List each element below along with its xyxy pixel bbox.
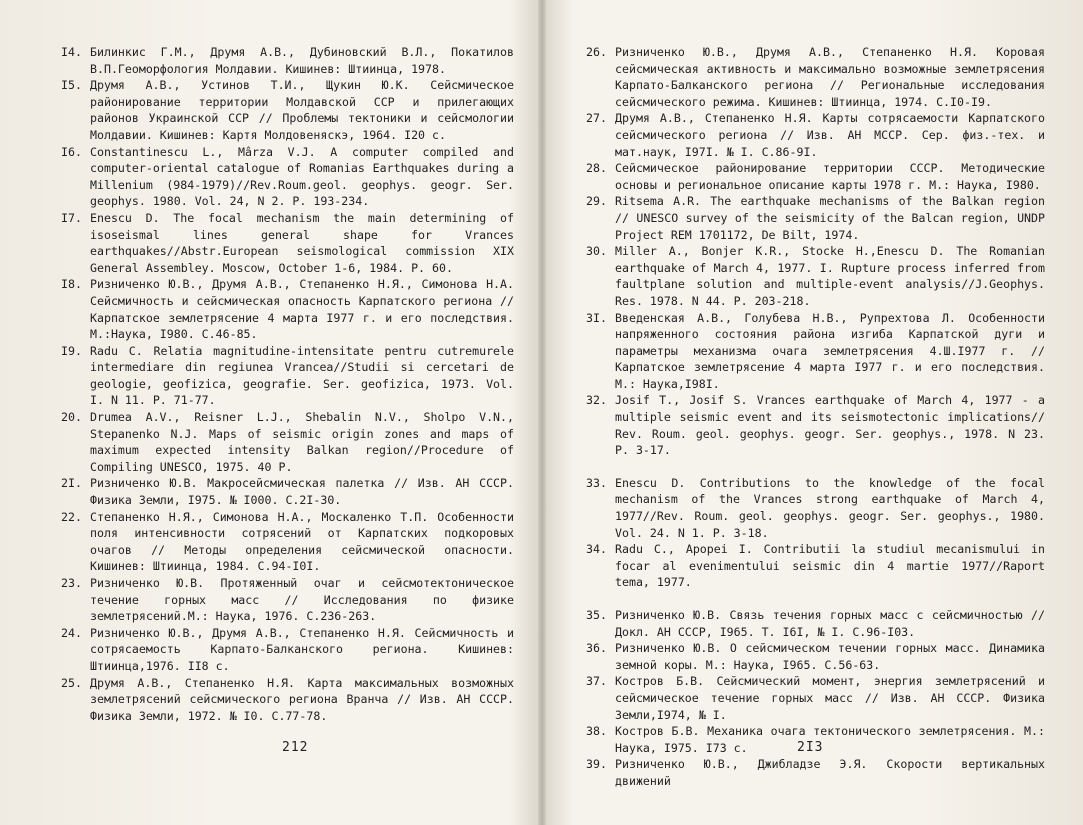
reference-text: Ризниченко Ю.В. Связь течения горных масс с сейсмичностью // Докл. АН СССР, I965. Т. I6I, № I. С.96-I03. bbox=[615, 608, 1045, 639]
reference-entry bbox=[52, 675, 514, 725]
reference-entry bbox=[52, 77, 514, 143]
reference-text: Ризниченко Ю.В., Друмя А.В., Степаненко Н.Я. Сейсмичность и сотрясаемость Карпато-Балканского региона. Кишинев: Штиинца,1976. II8 с. bbox=[90, 625, 514, 673]
reference-text: Ризниченко Ю.В. Протяженный очаг и сейсмотектоническое течение горных масс // Исследования по физике землетрясений.М.: Наука, 1976. С.236-263. bbox=[90, 576, 514, 624]
reference-number: I4. bbox=[61, 45, 82, 59]
reference-entry bbox=[577, 756, 1045, 789]
reference-number: 28. bbox=[586, 161, 607, 176]
reference-text: Josif T., Josif S. Vrances earthquake of March 4, 1977 - a multiple seismic event and its seismotectonic implications// Rev. Roum. geol. geophys. geogr. Ser. geophys., 1978. N 23. P. 3-17. bbox=[615, 393, 1045, 458]
reference-entry bbox=[577, 607, 1045, 640]
reference-number: 26. bbox=[586, 45, 607, 59]
reference-text: Степаненко Н.Я., Симонова Н.А., Москаленко Т.П. Особенности поля интенсивности сотрясений от Карпатских подкоровых очагов // Методы определения сейсмической опасности. Кишинев: Штиинца, 1984. С.94-I0I. bbox=[90, 509, 514, 574]
left-reference-list bbox=[52, 44, 514, 724]
reference-entry bbox=[577, 310, 1045, 393]
reference-text: Ризниченко Ю.В. Макросейсмическая палетка // Изв. АН СССР. Физика Земли, I975. № I000. С.2I-30. bbox=[90, 476, 514, 508]
reference-text: Constantinescu L., Mârza V.J. A computer compiled and computer-oriental catalogue of Romanias Earthquakes during a Millenium (984-1979)//Rev.Roum.geol. geophys. geogr. Ser. geophys. 1980. Vol. 24, N 2. P. 193-234. bbox=[90, 144, 514, 209]
left-page bbox=[0, 0, 540, 825]
reference-entry bbox=[52, 409, 514, 475]
reference-number: 29. bbox=[586, 194, 607, 209]
reference-text: Radu C., Apopei I. Contributii la studiul mecanismului in focar al evenimentului seismic din 4 martie 1977//Raport tema, 1977. bbox=[615, 542, 1045, 590]
reference-text: Ризниченко Ю.В., Джибладзе Э.Я. Скорости вертикальных движений bbox=[615, 757, 1045, 788]
reference-number: I7. bbox=[61, 210, 82, 225]
reference-entry bbox=[52, 343, 514, 409]
reference-entry bbox=[577, 541, 1045, 591]
reference-text: Костров Б.В. Сейсмический момент, энергия землетрясений и сейсмическое течение горных масс // Изв. АН СССР. Физика Земли,I974, № I. bbox=[615, 674, 1045, 722]
reference-text: Друмя А.В., Степаненко Н.Я. Карта максимальных возможных землетрясений сейсмического региона Вранча // Изв. АН СССР. Физика Земли, 1972. № I0. С.77-78. bbox=[90, 675, 514, 723]
reference-entry bbox=[577, 44, 1045, 110]
reference-entry bbox=[52, 144, 514, 210]
reference-number: 38. bbox=[586, 724, 607, 739]
reference-entry bbox=[52, 475, 514, 508]
reference-text: Введенская А.В., Голубева Н.В., Рупрехтова Л. Особенности напряженного состояния района изгиба Карпатской дуги и параметры механизма очага землетрясения 4.Ш.I977 г. // Карпатское землетрясение 4 марта I977 г. и его последствия. М.: Наука,I98I. bbox=[615, 310, 1045, 391]
reference-number: 33. bbox=[586, 475, 607, 490]
reference-entry bbox=[577, 640, 1045, 673]
reference-entry bbox=[577, 243, 1045, 309]
reference-text: Ritsema A.R. The earthquake mechanisms of the Balkan region // UNESCO survey of the seismicity of the Balcan region, UNDP Project REM 1701172, De Bilt, 1974. bbox=[615, 194, 1045, 242]
reference-number: 35. bbox=[586, 608, 607, 622]
reference-entry bbox=[52, 575, 514, 625]
reference-text: Drumea A.V., Reisner L.J., Shebalin N.V., Sholpo V.N., Stepanenko N.J. Maps of seismic origin zones and maps of maximum expected intensity Balkan region//Procedure of Compiling UNESCO, 1975. 40 P. bbox=[90, 410, 514, 474]
right-page-number: 2I3 bbox=[797, 740, 824, 755]
left-page-number: 212 bbox=[282, 740, 309, 755]
reference-number: 3I. bbox=[586, 310, 607, 325]
reference-entry bbox=[52, 44, 514, 77]
reference-number: 37. bbox=[586, 674, 607, 689]
reference-number: 32. bbox=[586, 393, 607, 408]
reference-text: Enescu D. The focal mechanism the main determining of isoseismal lines general shape for Vrances earthquakes//Abstr.European seismological commission XIX General Assembley. Moscow, October 1-6, 1984. P. 60. bbox=[90, 210, 514, 275]
reference-text: Билинкис Г.М., Друмя А.В., Дубиновский В.Л., Покатилов В.П.Геоморфология Молдавии. Кишинев: Штиинца, 1978. bbox=[90, 45, 514, 76]
reference-entry bbox=[577, 392, 1045, 458]
reference-text: Друмя А.В., Степаненко Н.Я. Карты сотрясаемости Карпатского сейсмического региона // Изв. АН МССР. Сер. физ.-тех. и мат.наук, I97I. № I. С.86-9I. bbox=[615, 111, 1045, 159]
right-page bbox=[545, 0, 1083, 825]
reference-entry bbox=[52, 509, 514, 575]
reference-number: 2I. bbox=[61, 476, 82, 491]
reference-text: Ризниченко Ю.В., Друмя А.В., Степаненко Н.Я. Коровая сейсмическая активность и максимально возможные землетрясения Карпато-Балканского региона // Региональные исследования сейсмического режима. Кишинев: Штиинца, 1974. С.I0-I9. bbox=[615, 45, 1045, 109]
entry-spacer bbox=[577, 459, 1045, 475]
reference-entry bbox=[52, 210, 514, 276]
reference-number: 23. bbox=[61, 576, 82, 590]
reference-text: Ризниченко Ю.В., Друмя А.В., Степаненко Н.Я., Симонова Н.А. Сейсмичность и сейсмическая опасность Карпатского региона // Карпатское землетрясение 4 марта I977 г. и его последствия. М.:Наука, I980. С.46-85. bbox=[90, 277, 514, 342]
reference-text: Enescu D. Contributions to the knowledge of the focal mechanism of the Vrances strong earthquake of March 4, 1977//Rev. Roum. geol. geophys. geogr. Ser. geophys., 1980. Vol. 24. N 1. P. 3-18. bbox=[615, 475, 1045, 540]
reference-text: Костров Б.В. Механика очага тектонического землетрясения. М.: Наука, I975. I73 с. bbox=[615, 724, 1045, 755]
reference-number: 22. bbox=[61, 509, 82, 524]
reference-entry bbox=[52, 276, 514, 342]
reference-number: 27. bbox=[586, 111, 607, 126]
reference-number: I6. bbox=[61, 144, 82, 159]
entry-spacer bbox=[577, 591, 1045, 607]
reference-number: 25. bbox=[61, 675, 82, 690]
reference-number: 30. bbox=[586, 244, 607, 259]
reference-number: 39. bbox=[586, 757, 607, 772]
reference-text: Друмя А.В., Устинов Т.И., Щукин Ю.К. Сейсмическое районирование территории Молдавской ССР и прилегающих районов Украинской ССР // Проблемы тектоники и сейсмологии Молдавии. Кишинев: Картя Молдовеняскэ, 1964. I20 с. bbox=[90, 78, 514, 142]
reference-text: Сейсмическое районирование территории СССР. Методические основы и региональное описание карты 1978 г. М.: Наука, I980. bbox=[615, 161, 1045, 192]
reference-number: 34. bbox=[586, 542, 607, 557]
right-reference-list bbox=[577, 44, 1045, 790]
reference-number: I5. bbox=[61, 78, 82, 93]
reference-number: I8. bbox=[61, 277, 82, 292]
reference-number: 20. bbox=[61, 410, 82, 425]
reference-entry bbox=[577, 193, 1045, 243]
reference-text: Miller A., Bonjer K.R., Stocke H.,Enescu D. The Romanian earthquake of March 4, 1977. I. Rupture process inferred from faultplane solution and multiple-event analysis//J.Geophys. Res. 1978. N 44. P. 203-218. bbox=[615, 244, 1045, 308]
reference-number: 36. bbox=[586, 641, 607, 656]
reference-entry bbox=[52, 625, 514, 675]
reference-number: I9. bbox=[61, 343, 82, 358]
reference-number: 24. bbox=[61, 625, 82, 640]
reference-entry bbox=[577, 160, 1045, 193]
reference-text: Ризниченко Ю.В. О сейсмическом течении горных масс. Динамика земной коры. М.: Наука, I965. С.56-63. bbox=[615, 641, 1045, 672]
reference-text: Radu C. Relatia magnitudine-intensitate pentru cutremurele intermediare din regiunea Vrancea//Studii si cercetari de geologie, geofizica, geografie. Ser. geofizica, 1973. Vol. I. N 11. P. 71-77. bbox=[90, 343, 514, 408]
reference-entry bbox=[577, 673, 1045, 723]
reference-entry bbox=[577, 110, 1045, 160]
reference-entry bbox=[577, 475, 1045, 541]
